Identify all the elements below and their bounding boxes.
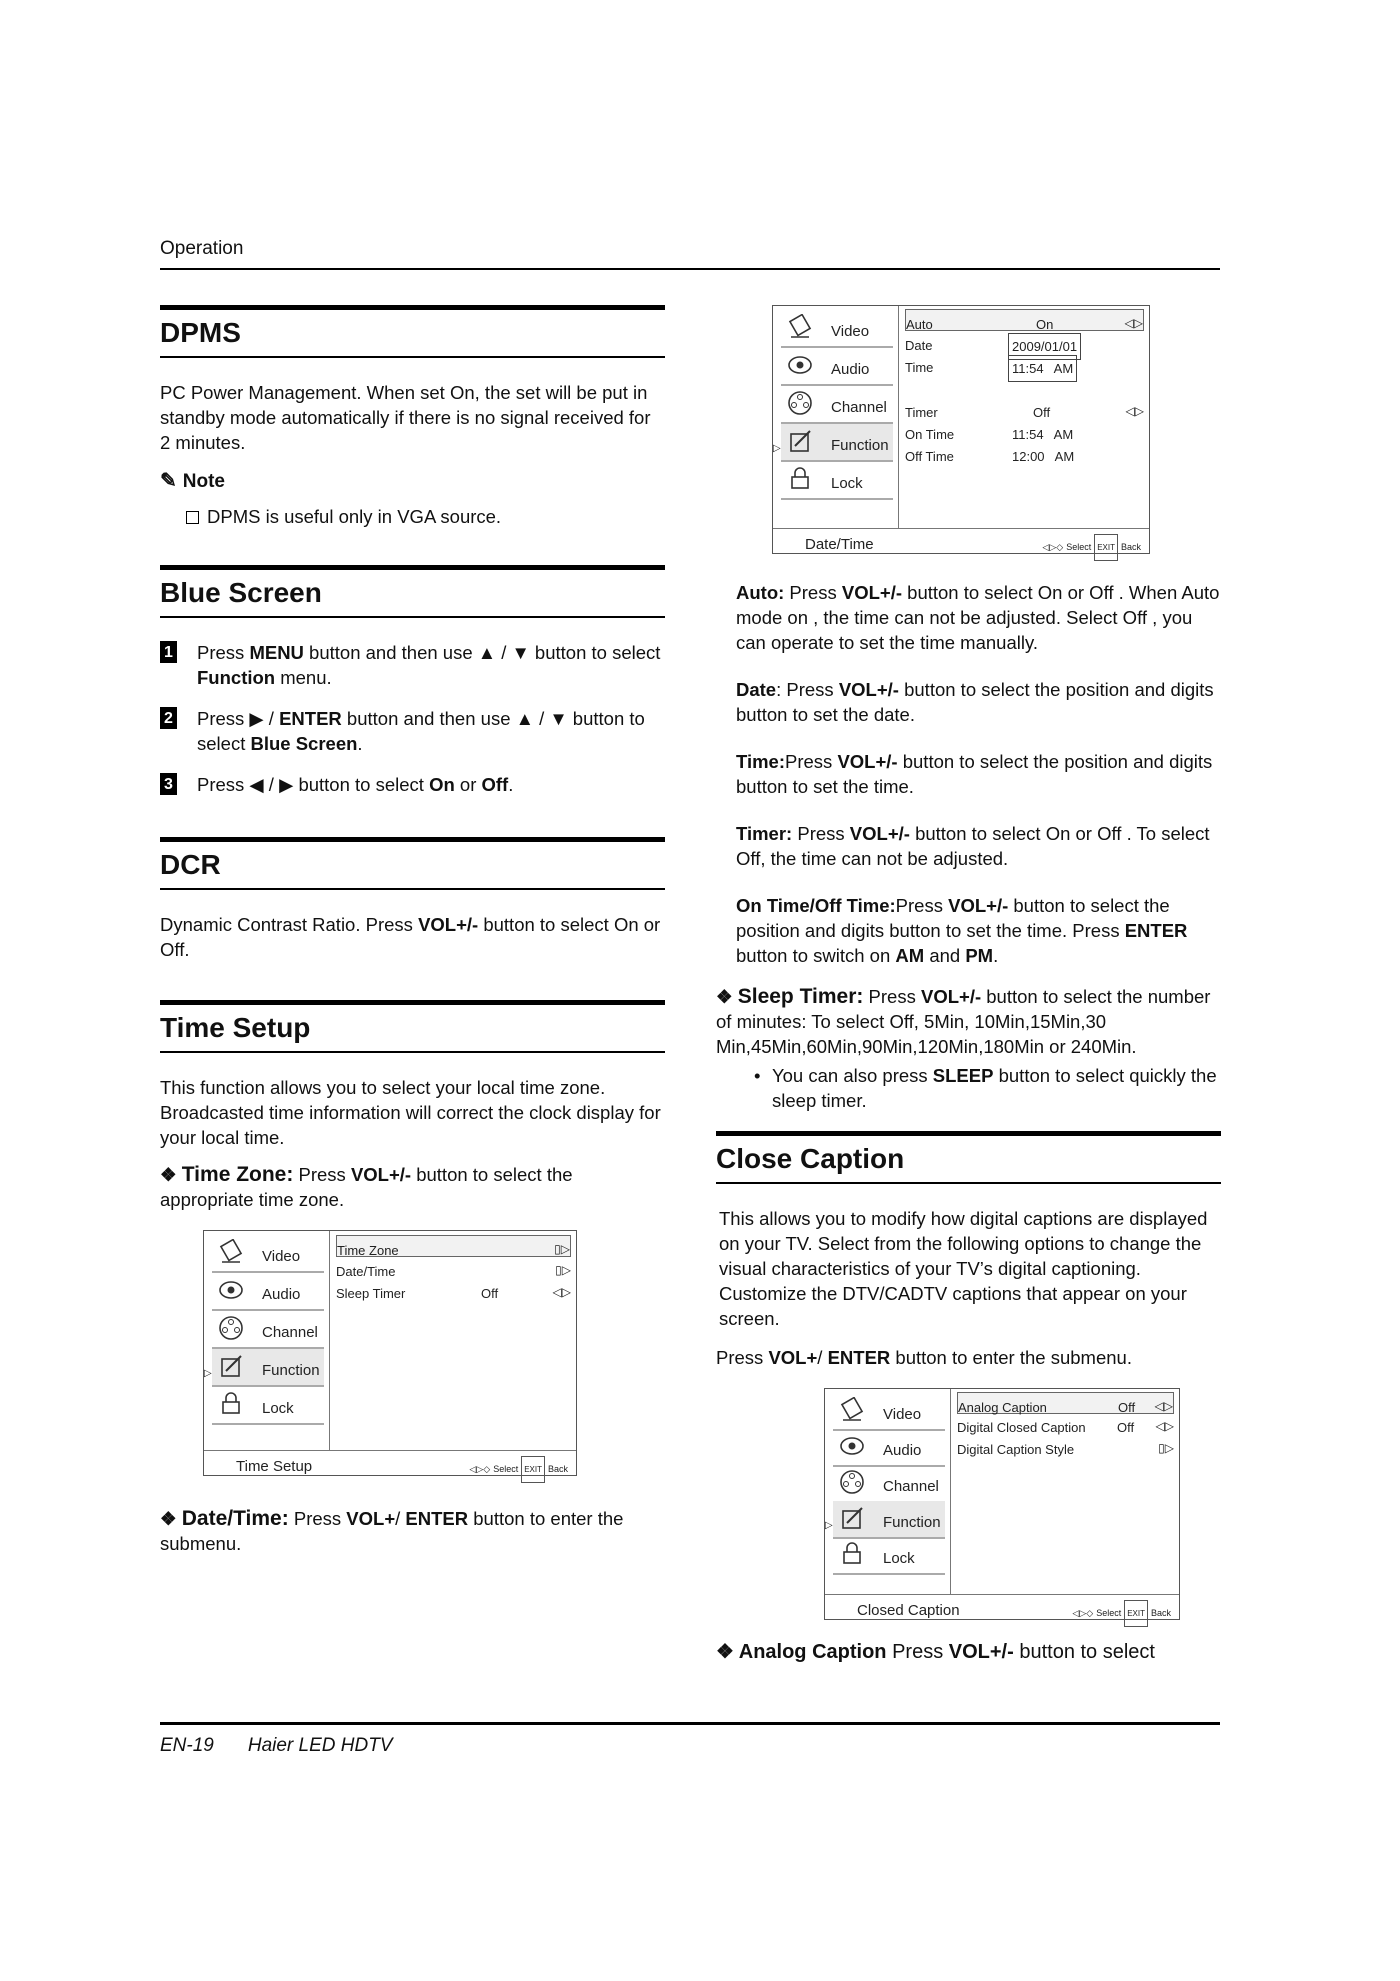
sleep-timer-text: ❖ Sleep Timer: Press VOL+/- button to select the number of minutes: To select Off, 5Min, 10Min,15Min,30 Min,45Min,60Min,90Min,120Min,180Min or 240Min. bbox=[716, 985, 1211, 1057]
product-name: Haier LED HDTV bbox=[247, 1735, 393, 1756]
audio-icon bbox=[787, 352, 813, 378]
date-time-descriptions bbox=[736, 580, 1226, 968]
right-column bbox=[716, 305, 1221, 1683]
osd-sidebar bbox=[773, 306, 899, 529]
osd-menu-item-audio[interactable]: Audio bbox=[212, 1273, 324, 1311]
osd-menu-item-lock[interactable]: Lock bbox=[212, 1387, 324, 1425]
dcr-title: DCR bbox=[160, 849, 221, 880]
note-label: Note bbox=[182, 471, 225, 492]
osd-menu-item-audio[interactable]: Audio bbox=[781, 348, 893, 386]
osd-menu-item-channel[interactable]: Channel bbox=[833, 1465, 945, 1503]
osd-menu-item-video[interactable]: Video bbox=[781, 310, 893, 348]
time-desc: Time:Press VOL+/- button to select the position and digits button to set the time. bbox=[736, 751, 1213, 797]
pencil-icon: ✎ bbox=[160, 470, 177, 492]
osd-row[interactable]: Date 2009/01/01 bbox=[905, 331, 1144, 351]
osd-date-time-menu bbox=[772, 305, 1150, 554]
nav-keys-icon: ◁▷◇ bbox=[469, 1464, 491, 1474]
section-heading-dpms bbox=[160, 305, 665, 358]
osd-sidebar bbox=[825, 1389, 951, 1595]
osd-row[interactable]: Timer Off ◁▷ bbox=[905, 398, 1144, 418]
video-icon bbox=[787, 314, 813, 340]
note-item-text: DPMS is useful only in VGA source. bbox=[207, 506, 502, 527]
osd-time-setup-menu bbox=[203, 1230, 577, 1476]
lock-icon bbox=[839, 1541, 865, 1567]
enter-arrow-icon: ▯▷ bbox=[555, 1263, 571, 1277]
section-heading-close-caption bbox=[716, 1131, 1221, 1184]
close-caption-text: This allows you to modify how digital captions are displayed on your TV. Select from the following options to change the visual characteristics of your TV’s digital captioning. Customize the DTV/CADTV captions that appear on your screen. bbox=[719, 1208, 1208, 1329]
nav-keys-icon: ◁▷◇ bbox=[1042, 542, 1064, 552]
video-icon bbox=[218, 1239, 244, 1265]
enter-arrow-icon: ▯▷ bbox=[1158, 1441, 1174, 1455]
video-icon bbox=[839, 1397, 865, 1423]
selected-arrow-icon: ▷ bbox=[773, 443, 781, 454]
close-caption-press: Press VOL+/ ENTER button to enter the submenu. bbox=[716, 1347, 1132, 1368]
analog-caption-text: ❖ Analog Caption Press VOL+/- button to select bbox=[716, 1641, 1155, 1663]
footer-rule bbox=[160, 1722, 1220, 1725]
section-heading-blue-screen bbox=[160, 565, 665, 618]
date-desc: Date: Press VOL+/- button to select the position and digits button to set the date. bbox=[736, 679, 1214, 725]
osd-footer-bar: Date/Time ◁▷◇ Select EXIT Back bbox=[773, 528, 1149, 553]
osd-footer-bar: Time Setup ◁▷◇ Select EXIT Back bbox=[204, 1450, 576, 1475]
channel-icon bbox=[218, 1315, 244, 1341]
running-header: Operation bbox=[160, 238, 244, 259]
date-time-text: ❖ Date/Time: Press VOL+/ ENTER button to enter the submenu. bbox=[160, 1507, 624, 1554]
osd-row[interactable]: Digital Caption Style ▯▷ bbox=[957, 1435, 1174, 1455]
step-3 bbox=[160, 772, 665, 797]
time-zone-text: ❖ Time Zone: Press VOL+/- button to select the appropriate time zone. bbox=[160, 1163, 573, 1210]
step-2 bbox=[160, 706, 665, 756]
auto-desc: Auto: Press VOL+/- button to select On or Off . When Auto mode on , the time can not be adjusted. Select Off , you can operate to set the time manually. bbox=[736, 582, 1220, 653]
checkbox-bullet-icon bbox=[186, 511, 199, 524]
on-off-time-desc: On Time/Off Time:Press VOL+/- button to select the position and digits button to set the time. Press ENTER button to switch on AM and PM. bbox=[736, 895, 1188, 966]
osd-content bbox=[952, 1389, 1179, 1595]
osd-footer-bar: Closed Caption ◁▷◇ Select EXIT Back bbox=[825, 1594, 1179, 1619]
dpms-title: DPMS bbox=[160, 317, 241, 348]
close-caption-title: Close Caption bbox=[716, 1143, 905, 1174]
osd-menu-item-lock[interactable]: Lock bbox=[781, 462, 893, 500]
osd-sidebar bbox=[204, 1231, 330, 1451]
step-number: 2 bbox=[160, 707, 177, 729]
header-rule bbox=[160, 268, 1220, 270]
time-setup-text: This function allows you to select your local time zone. Broadcasted time information will correct the clock display for your local time. bbox=[160, 1077, 661, 1148]
step-text: Press ◀ / ▶ button to select On or Off. bbox=[197, 774, 514, 795]
timer-desc: Timer: Press VOL+/- button to select On or Off . To select Off, the time can not be adjusted. bbox=[736, 823, 1210, 869]
step-text: Press ▶ / ENTER button and then use ▲ / ▼ button to select Blue Screen. bbox=[197, 708, 645, 754]
osd-row[interactable]: Date/Time ▯▷ bbox=[336, 1257, 571, 1277]
osd-menu-item-lock[interactable]: Lock bbox=[833, 1537, 945, 1575]
osd-menu-item-audio[interactable]: Audio bbox=[833, 1429, 945, 1467]
blue-screen-title: Blue Screen bbox=[160, 577, 322, 608]
dpms-text: PC Power Management. When set On, the set will be put in standby mode automatically if there is no signal received for 2 minutes. bbox=[160, 382, 651, 453]
diamond-bullet-icon: ❖ bbox=[716, 1641, 739, 1663]
osd-closed-caption-menu bbox=[824, 1388, 1180, 1620]
osd-menu-item-channel[interactable]: Channel bbox=[212, 1311, 324, 1349]
left-right-arrows-icon: ◁▷ bbox=[1155, 1419, 1174, 1433]
osd-menu-item-function[interactable]: ▷ Function bbox=[781, 424, 893, 462]
osd-content bbox=[331, 1231, 576, 1451]
diamond-bullet-icon: ❖ bbox=[160, 1164, 182, 1185]
lock-icon bbox=[218, 1391, 244, 1417]
channel-icon bbox=[787, 390, 813, 416]
function-icon bbox=[839, 1505, 865, 1531]
step-text: Press MENU button and then use ▲ / ▼ button to select Function menu. bbox=[197, 642, 661, 688]
osd-row[interactable]: Off Time 12:00 AM bbox=[905, 449, 1075, 464]
sleep-timer-bullet: • You can also press SLEEP button to select quickly the sleep timer. bbox=[754, 1065, 1217, 1111]
osd-row[interactable]: Time Zone ▯▷ bbox=[336, 1235, 571, 1257]
note-item bbox=[186, 504, 665, 529]
osd-menu-item-video[interactable]: Video bbox=[212, 1235, 324, 1273]
osd-menu-item-channel[interactable]: Channel bbox=[781, 386, 893, 424]
enter-arrow-icon: ▯▷ bbox=[554, 1242, 570, 1256]
diamond-bullet-icon: ❖ bbox=[160, 1508, 182, 1529]
left-right-arrows-icon: ◁▷ bbox=[552, 1285, 571, 1299]
left-right-arrows-icon: ◁▷ bbox=[1125, 404, 1144, 418]
function-icon bbox=[787, 428, 813, 454]
nav-keys-icon: ◁▷◇ bbox=[1072, 1608, 1094, 1618]
step-number: 3 bbox=[160, 773, 177, 795]
osd-menu-item-function[interactable]: ▷ Function bbox=[833, 1501, 945, 1539]
step-1 bbox=[160, 640, 665, 690]
osd-menu-item-video[interactable]: Video bbox=[833, 1393, 945, 1431]
left-column bbox=[160, 305, 665, 1574]
lock-icon bbox=[787, 466, 813, 492]
osd-row[interactable]: Digital Closed Caption Off ◁▷ bbox=[957, 1413, 1174, 1433]
osd-row[interactable]: On Time 11:54 AM bbox=[905, 427, 1074, 442]
function-icon bbox=[218, 1353, 244, 1379]
audio-icon bbox=[839, 1433, 865, 1459]
diamond-bullet-icon: ❖ bbox=[716, 986, 738, 1007]
left-right-arrows-icon: ◁▷ bbox=[1154, 1399, 1173, 1413]
osd-row[interactable]: Auto On ◁▷ bbox=[905, 309, 1144, 331]
osd-menu-item-function[interactable]: ▷ Function bbox=[212, 1349, 324, 1387]
note-heading bbox=[160, 469, 665, 494]
step-number: 1 bbox=[160, 641, 177, 663]
time-setup-title: Time Setup bbox=[160, 1012, 311, 1043]
dcr-text: Dynamic Contrast Ratio. Press VOL+/- button to select On or Off. bbox=[160, 914, 661, 960]
section-heading-time-setup bbox=[160, 1000, 665, 1053]
selected-arrow-icon: ▷ bbox=[204, 1368, 212, 1379]
channel-icon bbox=[839, 1469, 865, 1495]
selected-arrow-icon: ▷ bbox=[825, 1520, 833, 1531]
left-right-arrows-icon: ◁▷ bbox=[1124, 316, 1143, 330]
bullet-dot-icon: • bbox=[754, 1065, 761, 1086]
osd-row[interactable]: Sleep Timer Off ◁▷ bbox=[336, 1279, 571, 1299]
osd-row[interactable]: Time 11:54 AM bbox=[905, 353, 1144, 373]
section-heading-dcr bbox=[160, 837, 665, 890]
osd-content bbox=[900, 306, 1149, 529]
page-footer bbox=[160, 1735, 427, 1757]
page-number: EN-19 bbox=[160, 1735, 214, 1756]
osd-row[interactable]: Analog Caption Off ◁▷ bbox=[957, 1392, 1174, 1414]
audio-icon bbox=[218, 1277, 244, 1303]
